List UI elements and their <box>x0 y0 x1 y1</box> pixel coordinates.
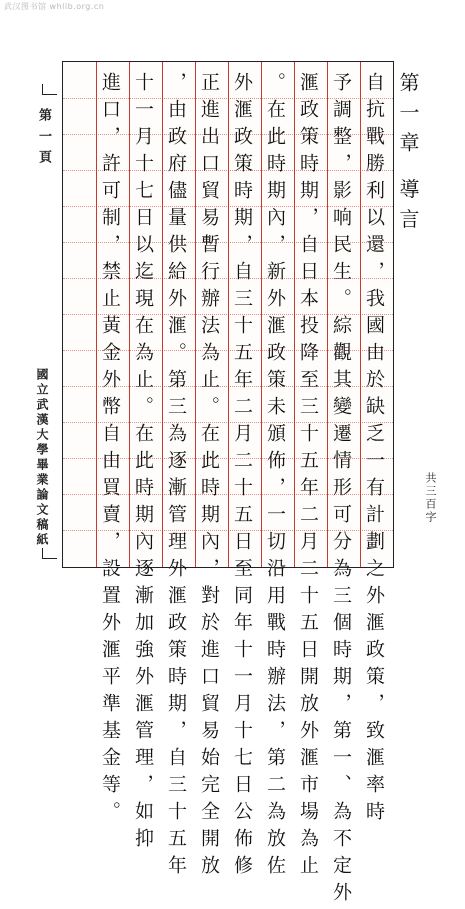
chapter-heading: 第一章 導言 <box>396 72 420 239</box>
text-line-2: 予調整，影响民生。綜觀其變遷情形可分為三個時期，第一、為不定外 <box>330 72 352 909</box>
text-line-7: ，由政府儘量供給外滙。第三為逐漸管理外滙政策時期，自三十五年 <box>165 72 187 882</box>
text-line-3: 滙政策時期，自日本投降至三十五年二月二十五日開放外滙市場為止 <box>297 72 319 882</box>
watermark: 武汉图书馆 whlib.org.cn <box>4 2 105 11</box>
institution-label: 國立武漢大學畢業論文稿紙 <box>35 368 49 548</box>
text-line-5: 外滙政策時期，自三十五年二月二十五日至同年十一月十七日公佈修 <box>231 72 253 882</box>
text-line-1: 自抗戰勝利以還，我國由於缺乏一有計劃之外滙政策，致滙率時 <box>363 72 385 828</box>
top-corner-marker <box>42 84 57 95</box>
text-line-6: 正進出口貿易暫行辦法為止。在此時期內，對於進口貿易始完全開放 <box>198 72 220 882</box>
text-line-4: 。在此時期內，新外滙政策未頒佈，一切沿用戰時辦法，第二為放佐 <box>264 72 286 882</box>
text-line-9: 進口，許可制，禁止黃金外幣自由買賣，設置外滙平準基金等。 <box>99 72 121 828</box>
grid-count-label: 共三百字 <box>424 472 437 524</box>
page-label: 第一頁 <box>36 108 51 171</box>
text-line-8: 十一月十七日以迄現在為止。在此時期內逐漸加強外滙管理，如抑 <box>132 72 154 855</box>
bottom-corner-marker <box>42 548 57 559</box>
manuscript-grid <box>62 61 394 909</box>
